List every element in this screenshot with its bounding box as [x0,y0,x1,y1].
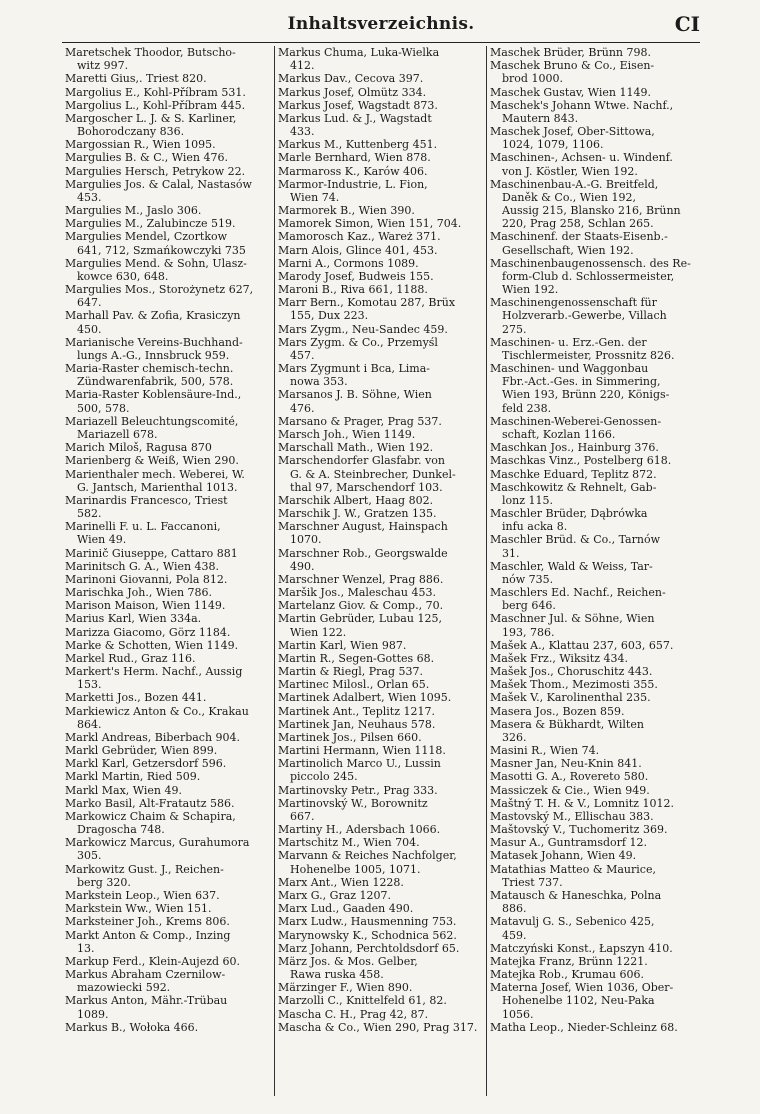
entry-line: Matausch & Haneschka, Polna [490,889,662,902]
entry-continuation-line: 641, 712, Szmańkowczyki 735 [77,243,246,257]
entry-line: Marke & Schotten, Wien 1149. [65,638,239,652]
entry-line: Marinoni Giovanni, Pola 812. [65,572,228,586]
entry-line: Materna Josef, Wien 1036, Ober- [490,981,674,995]
entry-continuation-line: nowa 353. [290,375,348,389]
entry-line: Marich Miloš, Ragusa 870 [65,441,212,455]
entry-line: Margulies M., Jaslo 306. [65,204,202,218]
entry-line: Marzolli C., Knittelfeld 61, 82. [278,994,447,1008]
entry-line: Marx G., Graz 1207. [278,889,392,902]
entry-line: Marschner August, Hainspach [278,520,448,534]
entry-line: Maschkan Jos., Hainburg 376. [490,441,659,455]
entry-line: Maschler, Wald & Weiss, Tar- [490,559,653,573]
entry-line: Markl Gebrüder, Wien 899. [65,744,218,758]
index-columns [62,46,700,1096]
entry-line: Marmaross K., Karów 406. [278,164,428,178]
entry-line: Martinek Jos., Pilsen 660. [278,730,422,744]
entry-line: Marienthaler mech. Weberei, W. [65,467,245,481]
entry-continuation-line: 412. [290,59,315,73]
entry-continuation-line: 305. [77,849,102,863]
entry-continuation-line: 193, 786. [502,625,555,639]
entry-continuation-line: 1056. [502,1007,534,1021]
entry-line: Marksteiner Joh., Krems 806. [65,915,230,929]
entry-line: Marschik Albert, Haag 802. [278,493,434,507]
entry-line: Marsano & Prager, Prag 537. [278,414,442,428]
entry-continuation-line: 476. [290,401,315,415]
entry-line: Masera Jos., Bozen 859. [490,704,625,718]
entry-continuation-line: Daněk & Co., Wien 192, [502,190,636,204]
entry-line: Marx Ant., Wien 1228. [278,875,404,889]
entry-line: Martelanz Giov. & Comp., 70. [278,599,444,613]
entry-continuation-line: piccolo 245. [290,770,358,784]
entry-line: Maschner Jul. & Söhne, Wien [490,612,655,626]
entry-line: Marsanos J. B. Söhne, Wien [278,388,432,402]
entry-continuation-line: 582. [77,507,102,521]
entry-line: Markowicz Chaim & Schapira, [65,809,236,823]
entry-continuation-line: Wien 49. [77,533,127,547]
entry-continuation-line: Zündwarenfabrik, 500, 578. [77,375,234,389]
entry-line: Marr Bern., Komotau 287, Brüx [278,296,456,310]
entry-continuation-line: 864. [77,717,102,731]
entry-line: Marle Bernhard, Wien 878. [278,151,431,165]
entry-line: Markel Rud., Graz 116. [65,651,196,665]
entry-line: Matejka Rob., Krumau 606. [490,968,644,982]
entry-line: Massiczek & Cie., Wien 949. [490,783,650,797]
entry-continuation-line: nów 735. [502,572,554,586]
entry-continuation-line: G. Jantsch, Marienthal 1013. [77,480,238,494]
entry-continuation-line: thal 97, Marschendorf 103. [290,480,443,494]
entry-line: Martinolich Marco U., Lussin [278,757,441,771]
entry-continuation-line: Gesellschaft, Wien 192. [502,243,634,257]
entry-line: Maschkowitz & Rehnelt, Gab- [490,480,657,494]
entry-line: Martiny H., Adersbach 1066. [278,823,441,837]
entry-line: Markus B., Wołoka 466. [65,1020,199,1034]
entry-continuation-line: 450. [77,322,102,336]
entry-continuation-line: Wien 122. [290,625,347,639]
entry-line: Martschitz M., Wien 704. [278,836,420,850]
entry-line: Maschkas Vinz., Postelberg 618. [490,454,672,468]
entry-line: Markus M., Kuttenberg 451. [278,138,438,152]
page-number: CI [674,12,700,36]
entry-continuation-line: 1070. [290,533,322,547]
entry-continuation-line: 31. [502,546,520,560]
entry-line: Masini R., Wien 74. [490,744,600,758]
entry-continuation-line: von J. Köstler, Wien 192. [502,164,638,178]
entry-line: Matczyński Konst., Łapszyn 410. [490,941,673,955]
entry-line: Marison Maison, Wien 1149. [65,599,226,613]
entry-continuation-line: Fbr.-Act.-Ges. in Simmering, [502,375,661,389]
entry-line: Markstein Ww., Wien 151. [65,902,212,916]
header-rule [62,42,700,43]
entry-continuation-line: Hohenelbe 1102, Neu-Paka [502,994,655,1008]
entry-line: Maria-Raster chemisch-techn. [65,362,234,376]
entry-continuation-line: Triest 737. [502,875,563,889]
entry-continuation-line: form-Club d. Schlossermeister, [502,269,675,283]
entry-continuation-line: Wien 192. [502,283,559,297]
entry-line: Maschinen-, Achsen- u. Windenf. [490,151,673,165]
entry-continuation-line: Wien 193, Brünn 220, Königs- [502,388,670,402]
entry-line: Markus Josef, Wagstadt 873. [278,98,438,112]
entry-line: Markt Anton & Comp., Inzing [65,928,231,942]
entry-line: Margulies M., Zalubincze 519. [65,217,236,231]
entry-line: Matasek Johann, Wien 49. [490,849,637,863]
entry-line: Mašek Frz., Wiksitz 434. [490,651,628,665]
entry-line: Marinardis Francesco, Triest [65,493,228,507]
entry-line: Marko Basil, Alt-Fratautz 586. [65,796,235,810]
entry-line: Marni A., Cormons 1089. [278,256,419,270]
entry-line: Martinec Milosl., Orlan 65. [278,678,430,692]
entry-line: Martini Hermann, Wien 1118. [278,744,446,758]
entry-line: Maschler Brüder, Dąbrówka [490,507,648,521]
entry-line: Mars Zygm. & Co., Przemyśl [278,335,438,349]
entry-continuation-line: infu acka 8. [502,520,568,534]
entry-line: Marody Josef, Budweis 155. [278,269,434,283]
entry-line: Mamorosch Kaz., Wareż 371. [278,230,441,244]
entry-line: Mariazell Beleuchtungscomité, [65,414,239,428]
entry-line: Markus Abraham Czernilow- [65,968,226,982]
entry-line: Markl Karl, Getzersdorf 596. [65,757,227,771]
entry-line: Maštný T. H. & V., Lomnitz 1012. [490,796,674,810]
entry-line: Maroni B., Riva 661, 1188. [278,283,428,297]
entry-line: Masotti G. A., Rovereto 580. [490,770,649,784]
entry-line: Marynowsky K., Schodnica 562. [278,928,457,942]
entry-line: Masner Jan, Neu-Knin 841. [490,757,642,771]
entry-line: Maschinen- und Waggonbau [490,362,649,376]
entry-line: Margulies B. & C., Wien 476. [65,151,228,165]
entry-line: Martinek Ant., Teplitz 1217. [278,704,435,718]
entry-line: Markiewicz Anton & Co., Krakau [65,704,249,718]
entry-line: Maschler Brüd. & Co., Tarnów [490,533,661,547]
entry-continuation-line: schaft, Kozlan 1166. [502,427,616,441]
entry-line: Markl Max, Wien 49. [65,783,182,797]
entry-line: Mamorek Simon, Wien 151, 704. [278,217,462,231]
entry-line: Maschek Josef, Ober-Sittowa, [490,125,655,139]
entry-continuation-line: lonz 115. [502,493,554,507]
entry-continuation-line: Wien 74. [290,190,340,204]
entry-line: Markus Dav., Cecova 397. [278,72,424,86]
entry-line: Marschendorfer Glasfabr. von [278,454,445,468]
entry-line: Maschinenbau-A.-G. Breitfeld, [490,177,659,191]
entry-continuation-line: 500, 578. [77,401,130,415]
entry-line: Maschinengenossenschaft für [490,296,657,310]
entry-continuation-line: 153. [77,678,102,692]
entry-continuation-line: G. & A. Steinbrecher, Dunkel- [290,467,456,481]
entry-line: Marschner Rob., Georgswalde [278,546,448,560]
entry-line: Markus Anton, Mähr.-Trübau [65,994,228,1008]
entry-line: Martin Gebrüder, Lubau 125, [278,612,442,626]
entry-line: Marius Karl, Wien 334a. [65,612,202,626]
entry-line: Maschinenf. der Staats-Eisenb.- [490,230,668,244]
entry-continuation-line: lungs A.-G., Innsbruck 959. [77,348,230,362]
entry-line: Margulies Mos., Storożynetz 627, [65,283,254,297]
entry-line: März Jos. & Mos. Gelber, [278,954,418,968]
entry-line: Maschek Gustav, Wien 1149. [490,85,651,99]
entry-line: Maschek Bruno & Co., Eisen- [490,59,655,73]
entry-line: Marmorek B., Wien 390. [278,204,415,218]
entry-line: Martinovsky Petr., Prag 333. [278,783,438,797]
entry-line: Marschner Wenzel, Prag 886. [278,572,444,586]
entry-line: Markl Andreas, Biberbach 904. [65,730,241,744]
entry-line: Marinitsch G. A., Wien 438. [65,559,220,573]
page-title: Inhaltsverzeichnis. [287,14,475,34]
entry-line: Maschlers Ed. Nachf., Reichen- [490,586,666,600]
entry-line: Margossian R., Wien 1095. [65,138,216,152]
entry-line: Markus Chuma, Luka-Wielka [278,46,440,59]
entry-continuation-line: brod 1000. [502,72,563,86]
entry-line: Marketti Jos., Bozen 441. [65,691,207,705]
entry-line: Maschke Eduard, Teplitz 872. [490,467,657,481]
entry-continuation-line: 155, Dux 223. [290,309,369,323]
entry-continuation-line: Rawa ruska 458. [290,968,384,982]
entry-line: Marhall Pav. & Zofia, Krasiczyn [65,309,241,323]
entry-line: Markus Lud. & J., Wagstadt [278,111,432,125]
entry-line: Mašek V., Karolinenthal 235. [490,691,651,705]
page-header [62,14,700,40]
entry-line: Marx Ludw., Hausmenning 753. [278,915,457,929]
entry-line: Margulies Mendel, Czortkow [65,230,228,244]
entry-line: Marienberg & Weiß, Wien 290. [65,454,239,468]
entry-line: Mašek Thom., Mezimosti 355. [490,678,658,692]
entry-line: Marvann & Reiches Nachfolger, [278,849,457,863]
entry-line: Margolius L., Kohl-Příbram 445. [65,98,246,112]
entry-continuation-line: kowce 630, 648. [77,269,169,283]
entry-line: Maretti Gius,. Triest 820. [65,72,207,86]
entry-line: Markus Josef, Olmütz 334. [278,85,427,99]
entry-continuation-line: Tischlermeister, Prossnitz 826. [502,348,675,362]
index-column-3 [486,46,698,1096]
entry-line: Markowitz Gust. J., Reichen- [65,862,224,876]
entry-continuation-line: 667. [290,809,315,823]
entry-line: Marianische Vereins-Buchhand- [65,335,243,349]
entry-line: Marschik J. W., Gratzen 135. [278,507,437,521]
index-column-1 [62,46,274,1096]
entry-line: Martinek Adalbert, Wien 1095. [278,691,452,705]
entry-line: Maretschek Thoodor, Butscho- [65,46,236,59]
entry-continuation-line: 326. [502,730,527,744]
entry-continuation-line: 647. [77,296,102,310]
entry-line: Märzinger F., Wien 890. [278,981,413,995]
entry-line: Marx Lud., Gaaden 490. [278,902,414,916]
entry-line: Mascha C. H., Prag 42, 87. [278,1007,429,1021]
entry-continuation-line: 1089. [77,1007,109,1021]
entry-continuation-line: Mautern 843. [502,111,579,125]
entry-line: Mašek A., Klattau 237, 603, 657. [490,638,674,652]
entry-line: Marinič Giuseppe, Cattaro 881 [65,546,238,560]
entry-line: Masera & Bükhardt, Wilten [490,717,644,731]
entry-line: Margulies Jos. & Calal, Nastasów [65,177,252,191]
entry-line: Martinovský W., Borownitz [278,796,428,810]
entry-line: Marn Alois, Glince 401, 453. [278,243,438,257]
entry-line: Mašek Jos., Choruschitz 443. [490,665,653,679]
entry-continuation-line: 220, Prag 258, Schlan 265. [502,217,654,231]
entry-continuation-line: witz 997. [77,59,129,73]
entry-line: Martin Karl, Wien 987. [278,638,407,652]
entry-continuation-line: 886. [502,902,527,916]
entry-line: Markert's Herm. Nachf., Aussig [65,665,243,679]
entry-line: Markowicz Marcus, Gurahumora [65,836,250,850]
entry-line: Martin R., Segen-Gottes 68. [278,651,435,665]
entry-line: Masur A., Guntramsdorf 12. [490,836,647,850]
entry-line: Margulies Hersch, Petrykow 22. [65,164,246,178]
entry-continuation-line: 453. [77,190,102,204]
entry-continuation-line: Dragoscha 748. [77,823,165,837]
entry-line: Marschall Math., Wien 192. [278,441,434,455]
entry-line: Marizza Giacomo, Görz 1184. [65,625,231,639]
entry-line: Markup Ferd., Klein-Aujezd 60. [65,954,241,968]
entry-line: Margulies Mend. & Sohn, Ulasz- [65,256,247,270]
entry-continuation-line: 13. [77,941,95,955]
entry-line: Matathias Matteo & Maurice, [490,862,656,876]
entry-line: Mascha & Co., Wien 290, Prag 317. [278,1020,478,1034]
entry-line: Marinelli F. u. L. Faccanoni, [65,520,221,534]
entry-line: Markl Martin, Ried 509. [65,770,201,784]
entry-line: Maschek's Johann Wtwe. Nachf., [490,98,674,112]
entry-line: Mastovský M., Ellischau 383. [490,809,654,823]
entry-line: Martin & Riegl, Prag 537. [278,665,423,679]
entry-line: Maštovský V., Tuchomeritz 369. [490,823,668,837]
entry-line: Margoscher L. J. & S. Karliner, [65,111,237,125]
entry-line: Maschek Brüder, Brünn 798. [490,46,651,59]
entry-continuation-line: mazowiecki 592. [77,981,171,995]
entry-continuation-line: 490. [290,559,315,573]
entry-line: Matha Leop., Nieder-Schleinz 68. [490,1020,678,1034]
entry-continuation-line: Holzverarb.-Gewerbe, Villach [502,309,667,323]
entry-continuation-line: 457. [290,348,315,362]
entry-line: Maschinen- u. Erz.-Gen. der [490,335,647,349]
entry-line: Maschinenbaugenossensch. des Re- [490,256,691,270]
entry-line: Maršik Jos., Maleschau 453. [278,586,436,600]
entry-continuation-line: berg 646. [502,599,556,613]
entry-continuation-line: Aussig 215, Blansko 216, Brünn [502,204,681,218]
entry-line: Marischka Joh., Wien 786. [65,586,213,600]
entry-line: Marz Johann, Perchtoldsdorf 65. [278,941,460,955]
entry-line: Matejka Franz, Brünn 1221. [490,954,648,968]
entry-line: Martinek Jan, Neuhaus 578. [278,717,436,731]
index-column-2 [274,46,486,1096]
entry-continuation-line: Mariazell 678. [77,427,158,441]
entry-continuation-line: Hohenelbe 1005, 1071. [290,862,421,876]
entry-continuation-line: 275. [502,322,527,336]
entry-line: Maschinen-Weberei-Genossen- [490,414,662,428]
entry-line: Markstein Leop., Wien 637. [65,889,220,902]
entry-continuation-line: berg 320. [77,875,131,889]
entry-continuation-line: 433. [290,125,315,139]
entry-continuation-line: feld 238. [502,401,552,415]
entry-line: Marsch Joh., Wien 1149. [278,427,416,441]
entry-line: Matavulj G. S., Sebenico 425, [490,915,655,929]
entry-line: Marmor-Industrie, L. Fion, [278,177,428,191]
entry-line: Mars Zygm., Neu-Sandec 459. [278,322,448,336]
entry-line: Maria-Raster Koblensäure-Ind., [65,388,242,402]
entry-line: Margolius E., Kohl-Příbram 531. [65,85,246,99]
entry-line: Mars Zygmunt i Bca, Lima- [278,362,430,376]
entry-continuation-line: 459. [502,928,527,942]
entry-continuation-line: Bohorodczany 836. [77,125,185,139]
entry-continuation-line: 1024, 1079, 1106. [502,138,604,152]
